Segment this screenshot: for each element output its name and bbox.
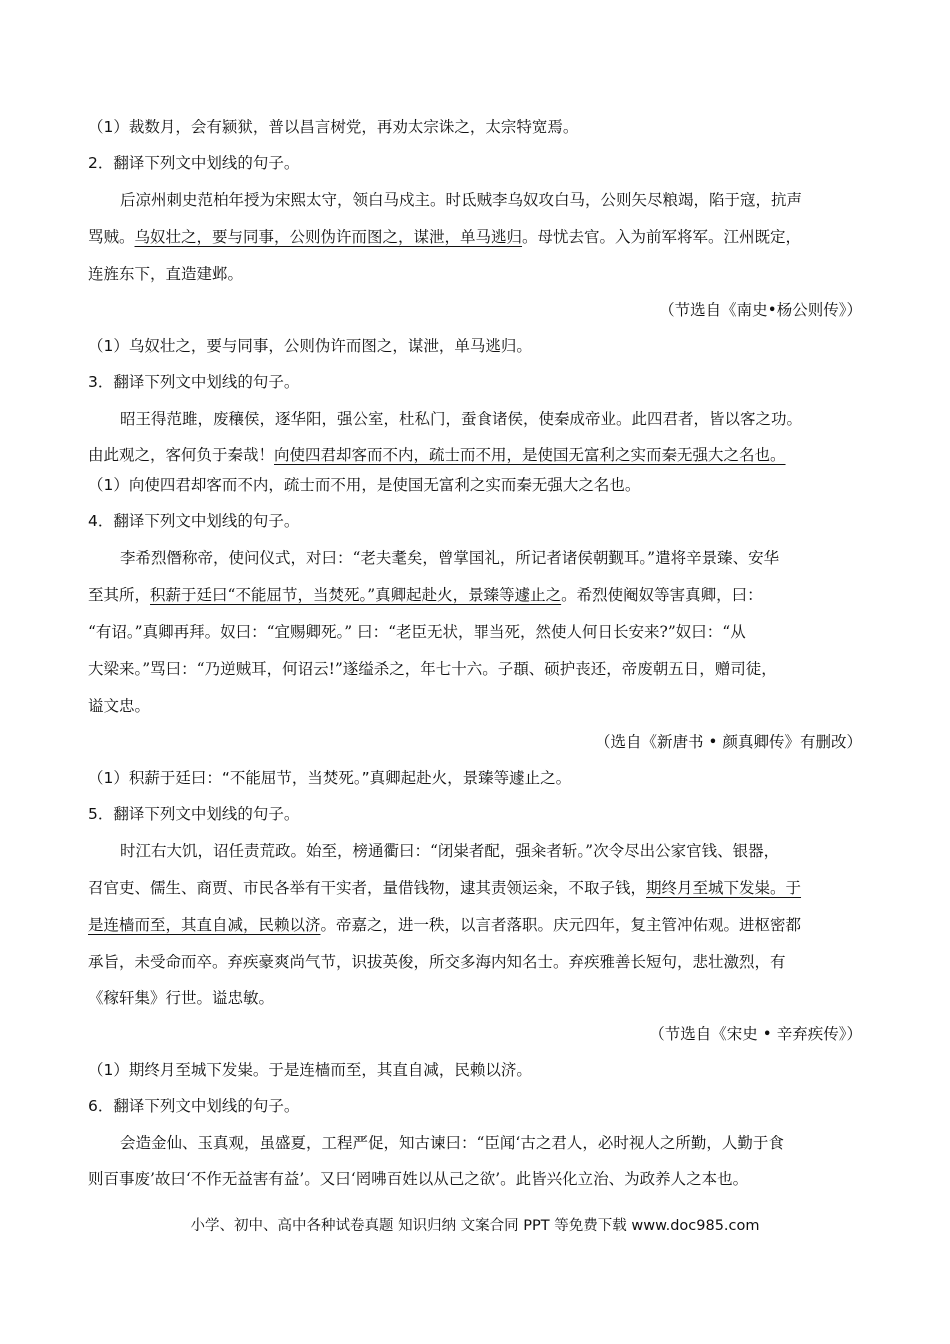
- question-heading: 5．翻译下列文中划线的句子。: [88, 805, 300, 823]
- underlined-sentence: 是连樯而至，其直自减，民赖以济: [88, 916, 321, 934]
- passage-line: 连旌东下，直造建邺。: [88, 265, 244, 283]
- passage-line: [88, 584, 878, 606]
- source-citation: （选自《新唐书 • 颜真卿传》有删改）: [595, 733, 862, 751]
- passage-line: 时江右大饥，诏任责荒政。始至，榜通衢曰：“闭粜者配，强籴者斩。”次令尽出公家官钱、银器，: [120, 842, 780, 860]
- answer-line: （1）期终月至城下发粜。于是连樯而至，其直自减，民赖以济。: [88, 1061, 532, 1079]
- answer-line: （1）向使四君却客而不内，疏士而不用，是使国无富利之实而秦无强大之名也。: [88, 476, 641, 494]
- passage-line: [88, 877, 878, 899]
- passage-line: “有诏。”真卿再拜。奴曰：“宜赐卿死。” 曰：“老臣无状，罪当死，然使人何日长安来?”奴曰：“从: [88, 623, 746, 641]
- plain-text: 骂贼。: [88, 228, 135, 246]
- passage-line: 昭王得范雎，废穰侯，逐华阳，强公室，杜私门，蚕食诸侯，使秦成帝业。此四君者，皆以客之功。: [120, 410, 803, 428]
- passage-line: 大梁来。”骂曰：“乃逆贼耳，何诏云!”遂缢杀之，年七十六。子頵、硕护丧还，帝废朝五日，赠司徒，: [88, 660, 777, 678]
- passage-line: 李希烈僭称帝，使问仪式，对曰：“老夫耄矣，曾掌国礼，所记者诸侯朝觐耳。”遣将辛景臻、安华: [120, 549, 780, 567]
- question-heading: 2．翻译下列文中划线的句子。: [88, 154, 300, 172]
- underlined-sentence: 向使四君却客而不内，疏士而不用，是使国无富利之实而秦无强大之名也。: [274, 446, 786, 464]
- source-citation: （节选自《南史•杨公则传》）: [659, 301, 862, 319]
- plain-text: 。母忧去官。入为前军将军。江州既定，: [522, 228, 802, 246]
- underlined-sentence: 期终月至城下发粜。于: [646, 879, 802, 897]
- passage-line: 谥文忠。: [88, 697, 151, 715]
- underlined-sentence: 积薪于廷曰“不能屈节，当焚死。”真卿起赴火，景臻等遽止之: [150, 586, 562, 604]
- plain-text: 。帝嘉之，进一秩，以言者落职。庆元四年，复主管冲佑观。进枢密都: [320, 916, 802, 934]
- passage-line: [88, 444, 878, 466]
- plain-text: 至其所，: [88, 586, 151, 604]
- source-citation: （节选自《宋史 • 辛弃疾传》）: [649, 1025, 862, 1043]
- passage-line: 承旨，未受命而卒。弃疾豪爽尚气节，识拔英俊，所交多海内知名士。弃疾雅善长短句，悲壮激烈，有: [88, 953, 786, 971]
- answer-line: （1）裁数月，会有颍狱，普以昌言树党，再劝太宗诛之，太宗特宽焉。: [88, 118, 579, 136]
- passage-line: 则百事废’故曰‘不作无益害有益’。又曰‘罔咈百姓以从己之欲’。此皆兴化立治、为政养人之本也。: [88, 1170, 749, 1188]
- plain-text: 由此观之，客何负于秦哉！: [88, 446, 275, 464]
- passage-line: 会造金仙、玉真观，虽盛夏，工程严促，知古谏曰：“臣闻‘古之君人，必时视人之所勤，人勤于食: [120, 1134, 784, 1152]
- question-heading: 6．翻译下列文中划线的句子。: [88, 1097, 300, 1115]
- passage-line: [88, 914, 878, 936]
- passage-line: 后凉州刺史范柏年授为宋熙太守，领白马戍主。时氐贼李乌奴攻白马，公则矢尽粮竭，陷于寇，抗声: [120, 191, 803, 209]
- plain-text: 召官吏、儒生、商贾、市民各举有干实者，量借钱物，逮其责领运籴，不取子钱，: [88, 879, 647, 897]
- underlined-sentence: 乌奴壮之，要与同事，公则伪许而图之，谋泄，单马逃归: [134, 228, 523, 246]
- plain-text: 。希烈使阉奴等害真卿，曰：: [561, 586, 763, 604]
- answer-line: （1）乌奴壮之，要与同事，公则伪许而图之，谋泄，单马逃归。: [88, 337, 532, 355]
- question-heading: 3．翻译下列文中划线的句子。: [88, 373, 300, 391]
- passage-line: [88, 226, 878, 248]
- question-heading: 4．翻译下列文中划线的句子。: [88, 512, 300, 530]
- answer-line: （1）积薪于廷曰：“不能屈节，当焚死。”真卿起赴火，景臻等遽止之。: [88, 769, 572, 787]
- passage-line: 《稼轩集》行世。谥忠敏。: [88, 989, 275, 1007]
- page-footer: 小学、初中、高中各种试卷真题 知识归纳 文案合同 PPT 等免费下载 www.doc985.com: [190, 1218, 760, 1234]
